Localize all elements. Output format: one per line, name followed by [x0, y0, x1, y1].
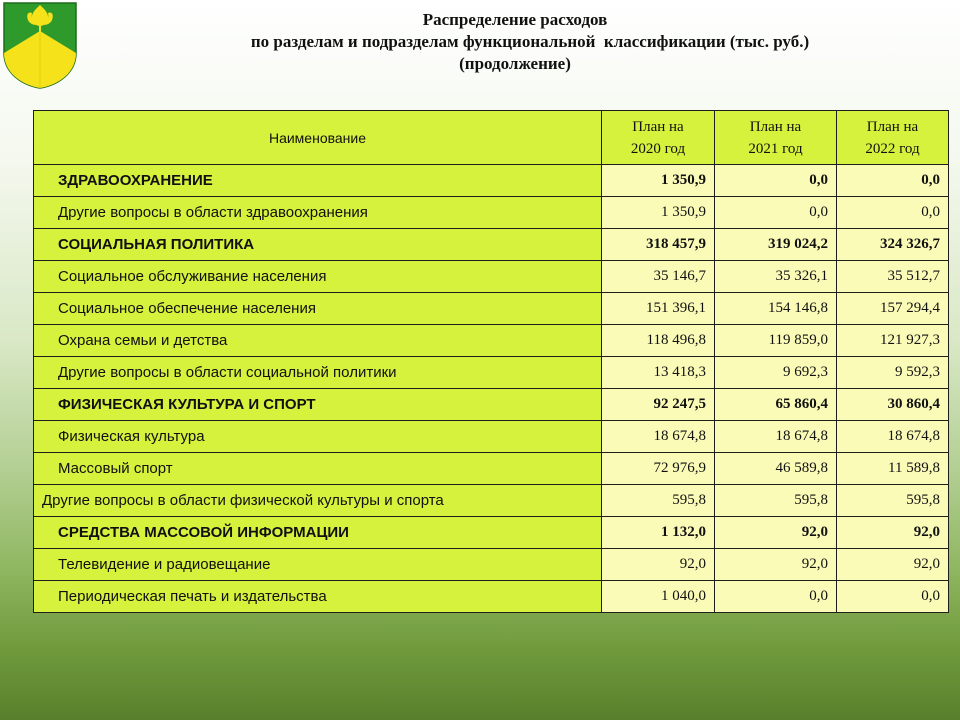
row-name: Телевидение и радиовещание [34, 549, 602, 581]
table-row-section [34, 389, 949, 421]
expense-distribution-table [33, 110, 949, 613]
row-value-2020: 1 350,9 [602, 165, 715, 197]
row-name: СРЕДСТВА МАССОВОЙ ИНФОРМАЦИИ [34, 517, 602, 549]
row-value-2021: 154 146,8 [715, 293, 837, 325]
row-value-2021: 92,0 [715, 517, 837, 549]
row-value-2022: 11 589,8 [837, 453, 949, 485]
row-value-2021: 18 674,8 [715, 421, 837, 453]
row-value-2022: 595,8 [837, 485, 949, 517]
row-name: Периодическая печать и издательства [34, 581, 602, 613]
column-header-name: Наименование [34, 111, 602, 165]
table-row [34, 581, 949, 613]
column-header-plan-2020-line1: План на [632, 118, 684, 135]
row-value-2022: 0,0 [837, 581, 949, 613]
column-header-plan-2022-line1: План на [866, 118, 919, 135]
row-value-2021: 46 589,8 [715, 453, 837, 485]
table-row [34, 357, 949, 389]
row-value-2021: 319 024,2 [715, 229, 837, 261]
row-value-2022: 92,0 [837, 517, 949, 549]
row-value-2022: 0,0 [837, 197, 949, 229]
table-row-section [34, 229, 949, 261]
column-header-plan-2022 [837, 111, 949, 165]
row-name: Другие вопросы в области физической культуры и спорта [34, 485, 602, 517]
row-name: Охрана семьи и детства [34, 325, 602, 357]
row-name: Социальное обслуживание населения [34, 261, 602, 293]
row-value-2022: 324 326,7 [837, 229, 949, 261]
row-value-2020: 72 976,9 [602, 453, 715, 485]
row-value-2022: 18 674,8 [837, 421, 949, 453]
row-value-2020: 92 247,5 [602, 389, 715, 421]
row-value-2021: 35 326,1 [715, 261, 837, 293]
row-name: ФИЗИЧЕСКАЯ КУЛЬТУРА И СПОРТ [34, 389, 602, 421]
table-row [34, 453, 949, 485]
title-line-3: (продолжение) [459, 54, 571, 73]
coat-of-arms-icon [2, 1, 78, 89]
row-value-2020: 1 350,9 [602, 197, 715, 229]
row-name: ЗДРАВООХРАНЕНИЕ [34, 165, 602, 197]
row-value-2020: 318 457,9 [602, 229, 715, 261]
title-line-1: Распределение расходов [422, 10, 608, 29]
table-row [34, 261, 949, 293]
row-value-2022: 92,0 [837, 549, 949, 581]
page-title [100, 9, 960, 75]
row-value-2022: 121 927,3 [837, 325, 949, 357]
row-name: Массовый спорт [34, 453, 602, 485]
row-value-2020: 118 496,8 [602, 325, 715, 357]
column-header-plan-2020 [602, 111, 715, 165]
row-name: Социальное обеспечение населения [34, 293, 602, 325]
row-value-2020: 595,8 [602, 485, 715, 517]
table-row [34, 549, 949, 581]
row-value-2022: 9 592,3 [837, 357, 949, 389]
table-row [34, 293, 949, 325]
table-row [34, 325, 949, 357]
row-value-2022: 157 294,4 [837, 293, 949, 325]
row-value-2022: 30 860,4 [837, 389, 949, 421]
row-value-2020: 35 146,7 [602, 261, 715, 293]
row-value-2020: 151 396,1 [602, 293, 715, 325]
table-row [34, 421, 949, 453]
row-value-2021: 119 859,0 [715, 325, 837, 357]
row-value-2020: 1 040,0 [602, 581, 715, 613]
row-value-2021: 0,0 [715, 165, 837, 197]
column-header-plan-2021-line1: План на [749, 118, 802, 135]
row-value-2021: 9 692,3 [715, 357, 837, 389]
column-header-plan-2020-line2: 2020 год [630, 140, 686, 157]
table-header-row [34, 111, 949, 165]
column-header-plan-2021 [715, 111, 837, 165]
row-name: Другие вопросы в области здравоохранения [34, 197, 602, 229]
table-row [34, 197, 949, 229]
row-value-2021: 92,0 [715, 549, 837, 581]
table-row-section [34, 165, 949, 197]
row-name: Другие вопросы в области социальной политики [34, 357, 602, 389]
title-line-2: по разделам и подразделам функциональной классификации (тыс. руб.) [250, 32, 810, 51]
row-value-2022: 35 512,7 [837, 261, 949, 293]
table-row [34, 485, 949, 517]
row-value-2020: 13 418,3 [602, 357, 715, 389]
row-value-2020: 18 674,8 [602, 421, 715, 453]
row-value-2021: 65 860,4 [715, 389, 837, 421]
row-value-2021: 0,0 [715, 581, 837, 613]
column-header-plan-2022-line2: 2022 год [865, 140, 920, 157]
row-value-2020: 1 132,0 [602, 517, 715, 549]
row-name: Физическая культура [34, 421, 602, 453]
row-value-2022: 0,0 [837, 165, 949, 197]
row-value-2021: 595,8 [715, 485, 837, 517]
row-value-2020: 92,0 [602, 549, 715, 581]
column-header-plan-2021-line2: 2021 год [748, 140, 803, 157]
row-name: СОЦИАЛЬНАЯ ПОЛИТИКА [34, 229, 602, 261]
row-value-2021: 0,0 [715, 197, 837, 229]
table-row-section [34, 517, 949, 549]
